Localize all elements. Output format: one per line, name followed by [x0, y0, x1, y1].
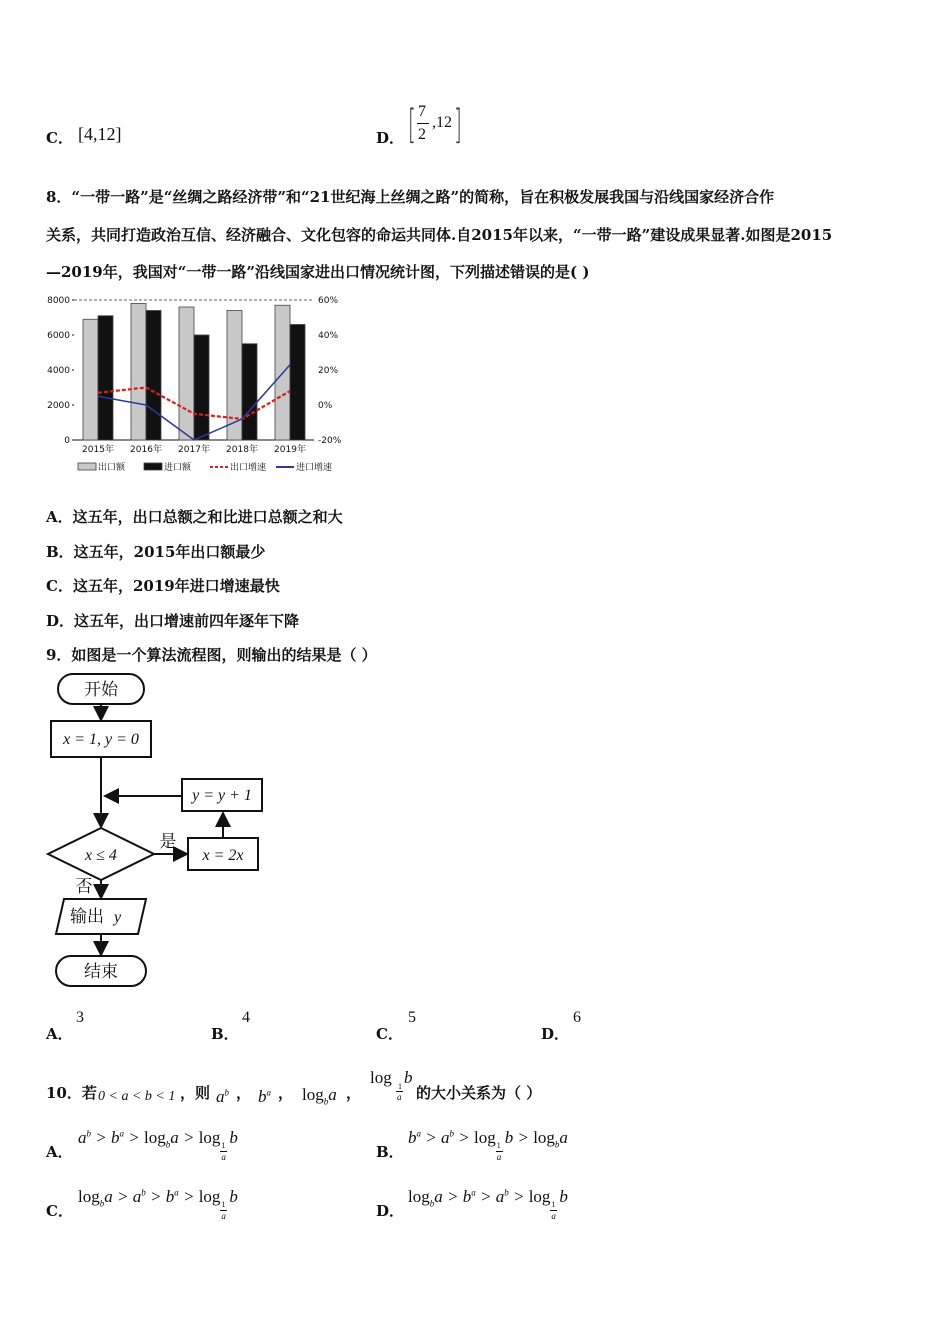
- q9-option-a-label: A．: [46, 1025, 73, 1043]
- chart-y2-tick-label: -20%: [318, 436, 342, 446]
- chart-y-tick-label: 8000: [47, 296, 70, 306]
- q9-option-d-value: 6: [573, 1009, 581, 1026]
- chart-y-tick-label: 6000: [47, 331, 70, 341]
- q10-expr-log-b-a: $\log_ba$: [302, 1085, 337, 1107]
- chart-bar: [146, 311, 161, 441]
- chart-legend-label: 进口增速: [296, 463, 333, 473]
- q7-option-c-label: C．: [46, 129, 73, 147]
- flow-condition-text: x ≤ 4: [85, 847, 117, 864]
- chart-legend-label: 出口额: [98, 463, 126, 473]
- chart-bar: [83, 319, 98, 440]
- flow-output-label: 输出: [70, 907, 104, 927]
- q10-option-d-label: D．: [376, 1202, 405, 1220]
- chart-y2-tick-label: 40%: [318, 331, 339, 341]
- flow-increment-text: y = y + 1: [192, 787, 252, 804]
- chart-x-tick-label: 2018年: [226, 445, 258, 455]
- q8-option-b: B．这五年，2015年出口额最少: [46, 543, 266, 561]
- flow-yes-label: 是: [159, 832, 177, 852]
- chart-bar: [131, 304, 146, 441]
- q8-stem-line1: 8．“一带一路”是“丝绸之路经济带”和“21世纪海上丝绸之路”的简称，旨在积极发展我国与沿线国家经济合作: [46, 188, 775, 206]
- q9-option-b-label: B．: [211, 1025, 239, 1043]
- chart-x-tick-label: 2017年: [178, 445, 210, 455]
- chart-bar: [242, 344, 257, 440]
- q10-sep-3: ，: [346, 1084, 362, 1102]
- q10-option-b-label: B．: [376, 1143, 404, 1161]
- chart-y2-tick-label: 0%: [318, 401, 333, 411]
- chart-legend-label: 出口增速: [230, 463, 267, 473]
- chart-legend-swatch: [144, 463, 162, 470]
- q8-option-c: C．这五年，2019年进口增速最快: [46, 577, 280, 595]
- q8-stem-line3: —2019年，我国对“一带一路”沿线国家进出口情况统计图，下列描述错误的是( ): [46, 263, 590, 281]
- q10-sep-2: ，: [278, 1084, 294, 1102]
- chart-y-tick-label: 4000: [47, 366, 70, 376]
- chart-legend-swatch: [78, 463, 96, 470]
- chart-y2-tick-label: 60%: [318, 296, 339, 306]
- flow-end-text: 结束: [84, 962, 118, 982]
- chart-bar: [179, 307, 194, 440]
- chart-y-tick-label: 0: [64, 436, 70, 446]
- chart-bar: [98, 316, 113, 440]
- q8-option-d: D．这五年，出口增速前四年逐年下降: [46, 612, 300, 630]
- q10-then: ，则: [180, 1084, 211, 1102]
- flow-no-label: 否: [75, 877, 93, 897]
- q9-option-d-label: D．: [541, 1025, 570, 1043]
- chart-bar: [194, 335, 209, 440]
- q9-option-b-value: 4: [242, 1009, 250, 1026]
- q7-option-c-value: [4,12]: [78, 124, 122, 144]
- flowchart: [44, 672, 274, 992]
- q7-d-rest: ,12: [432, 114, 452, 131]
- chart-y2-tick-label: 20%: [318, 366, 339, 376]
- q10-option-c-label: C．: [46, 1202, 73, 1220]
- flow-start-text: 开始: [84, 680, 118, 700]
- chart-x-tick-label: 2019年: [274, 445, 306, 455]
- q9-option-c-label: C．: [376, 1025, 403, 1043]
- q8-option-a: A．这五年，出口总额之和比进口总额之和大: [46, 508, 343, 526]
- flow-double-text: x = 2x: [202, 847, 244, 864]
- q9-option-a-value: 3: [76, 1009, 84, 1026]
- q7-option-d-label: D．: [376, 129, 405, 147]
- q8-stem-line2: 关系，共同打造政治互信、经济融合、文化包容的命运共同体.自2015年以来，“一带一路”建设成果显著.如图是2015: [46, 226, 833, 244]
- q10-prefix: 10．若: [46, 1084, 97, 1102]
- q9-option-c-value: 5: [408, 1009, 416, 1026]
- chart-bar: [290, 325, 305, 441]
- q9-stem: 9．如图是一个算法流程图，则输出的结果是（ ）: [46, 646, 377, 664]
- q10-sep-1: ，: [236, 1084, 252, 1102]
- q10-condition: 0 < a < b < 1: [98, 1089, 176, 1104]
- q10-option-a-label: A．: [46, 1143, 73, 1161]
- flow-init-text: x = 1, y = 0: [63, 731, 139, 748]
- q7-d-fraction-numerator: 7: [418, 103, 426, 120]
- q10-option-c-value: $\log_ba > a^b > b^a > \log$ $\frac{1}{a}$ b: [78, 1187, 238, 1221]
- q10-option-d-value: $\log_ba > b^a > a^b > \log$ $\frac{1}{a}$ b: [408, 1187, 568, 1221]
- flow-output-var: y: [114, 909, 122, 926]
- q7-d-fraction-denominator: 2: [418, 126, 426, 143]
- chart-legend-label: 进口额: [164, 463, 192, 473]
- trade-chart: [44, 292, 344, 478]
- q10-suffix: 的大小关系为（ ）: [416, 1084, 542, 1102]
- chart-y-tick-label: 2000: [47, 401, 70, 411]
- q10-option-a-value: $a^b > b^a > \log_ba > \log$ $\frac{1}{a}$ b: [78, 1128, 238, 1162]
- q10-expr-log-inv-a-b: log 1 a b: [370, 1068, 413, 1102]
- q10-option-b-value: $b^a > a^b > \log$ $\frac{1}{a}$ $b > \log_ba$: [408, 1128, 568, 1162]
- chart-x-tick-label: 2015年: [82, 445, 114, 455]
- q10-expr-b-pow-a: $b^a$: [258, 1087, 271, 1106]
- q10-expr-a-pow-b: $a^b$: [216, 1087, 229, 1106]
- chart-x-tick-label: 2016年: [130, 445, 162, 455]
